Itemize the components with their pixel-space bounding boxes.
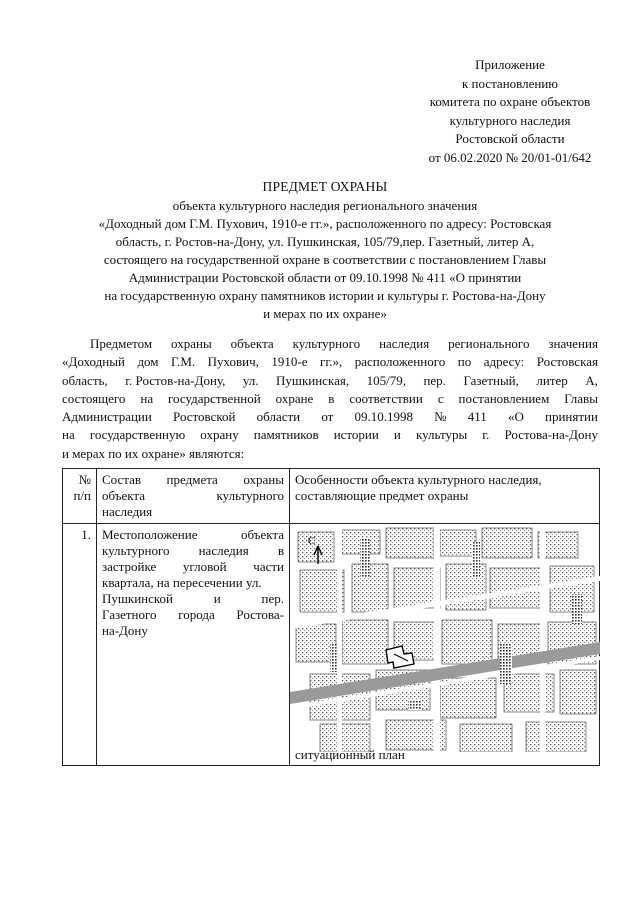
building-block [342,620,388,664]
building-block [298,532,334,562]
header-composition-line [102,488,284,504]
street [540,524,545,765]
location-word: застройке [102,559,157,574]
intro-line [62,335,598,353]
header-number-sign: № [78,472,91,487]
intro-word: Ростовская [536,354,598,370]
map-layer [290,524,600,765]
intro-word: от [321,409,334,425]
location-line [102,591,284,607]
intro-word: расположенного [354,354,446,370]
building-block [482,528,532,558]
appendix-block [380,56,640,168]
intro-word: гг.», [320,354,343,370]
intro-word: состоящего [62,390,126,406]
location-word: города [178,607,215,622]
intro-word: государственной [168,390,261,406]
title-line: Администрации Ростовской области от 09.10.1998 № 411 «О принятии [128,270,522,285]
location-word: и [213,591,221,606]
intro-word: памятников [253,427,319,443]
intro-word: культурного [292,336,361,351]
intro-word: с [437,390,444,406]
intro-word: по [457,354,472,370]
appendix-line: к постановлению [461,75,559,91]
intro-word: адресу: [483,354,525,370]
table-row [63,524,600,766]
intro-word: и мерах по их охране» являются: [62,445,245,461]
header-composition-cell [97,469,290,524]
intro-word: охране [275,390,314,406]
title-line: объекта культурного наследия регионального значения [172,198,478,213]
building-block [440,530,476,556]
intro-word: № [434,409,447,425]
location-line [102,623,284,639]
intro-word: принятии [545,409,598,425]
location-word: пер. [261,591,284,606]
location-word: культурного [102,543,170,558]
building-block [560,670,596,714]
intro-word: ул. [242,372,259,388]
table-header-row [63,469,600,524]
intro-word: г. Ростов-на-Дону, [125,372,226,388]
intro-line [62,390,598,408]
intro-word: Предметом [90,336,153,351]
header-word: охраны [243,472,284,487]
appendix-line: Ростовской области [455,131,565,147]
intro-word: культуры [415,427,468,443]
intro-word: и [393,427,401,443]
title-line: на государственную охрану памятников истории и культуры г. Ростова-на-Дону [104,288,546,303]
location-line [102,543,284,559]
building-detail [408,700,422,710]
header-composition-line: наследия [102,504,153,519]
intro-word: 09.10.1998 [354,409,413,425]
north-label: С [308,535,316,547]
location-word: наследия [198,543,249,558]
location-word: объекта [240,527,284,542]
location-word: квартала, на пересечении ул. [102,575,262,590]
intro-word: дом [137,354,159,370]
intro-word: в [328,390,335,406]
intro-word: область, [62,372,108,388]
intro-word: Администрации [62,409,152,425]
header-word: объекта [102,488,146,503]
header-word: культурного [216,488,284,503]
location-description [97,524,290,766]
intro-word: значения [548,336,598,351]
intro-word: Ростовской [173,409,236,425]
situation-plan-cell [290,524,600,766]
intro-line [62,353,598,371]
title-line: состоящего на государственной охране в соответствии с постановлением Главы [103,252,547,267]
building-block [526,722,586,752]
intro-word: «О [507,409,524,425]
intro-word: А, [585,372,598,388]
building-block [460,724,512,752]
title-line: и мерах по их охране» [263,306,387,321]
intro-word: 411 [467,409,487,425]
location-word: части [253,559,284,574]
intro-word: Ростова-на-Дону [504,427,598,443]
appendix-line: от 06.02.2020 № 20/01-01/642 [428,149,592,165]
document-title [40,178,610,323]
intro-word: охраны [171,336,212,351]
building-detail [572,594,582,624]
intro-paragraph [62,335,598,463]
intro-word: объекта [230,336,274,351]
building-detail [330,644,338,672]
intro-word: 1910-е [271,354,308,370]
location-line [102,559,284,575]
title-line: «Доходный дом Г.М. Пухович, 1910-е гг.», расположенного по адресу: Ростовская [98,216,552,231]
intro-word: регионального [448,336,530,351]
building-block [442,620,492,664]
header-composition-line [102,472,284,488]
appendix-line: культурного наследия [449,112,571,128]
intro-word: соответствии [349,390,423,406]
intro-word: Пушкинская, [276,372,350,388]
location-word: Ростова- [236,607,284,622]
intro-word: Газетный, [463,372,519,388]
intro-line [62,445,598,463]
intro-line [62,426,598,444]
intro-word: области [256,409,301,425]
intro-word: литер [536,372,568,388]
title-heading: ПРЕДМЕТ ОХРАНЫ [262,179,388,194]
location-word: в [277,543,284,558]
header-features-cell: Особенности объекта культурного наследия, составляющие предмет охраны [290,469,600,524]
intro-word: пер. [423,372,446,388]
intro-word: государственную [89,427,186,443]
appendix-line: Приложение [475,57,545,72]
intro-word: «Доходный [62,354,125,370]
street [434,524,440,765]
intro-word: постановлением [458,390,550,406]
map-caption: ситуационный план [295,747,405,762]
header-number-abbr: п/п [73,488,91,503]
intro-line [62,372,598,390]
location-line [102,607,284,623]
intro-word: истории [333,427,379,443]
protection-table [62,468,600,766]
building-detail [360,538,370,578]
intro-word: г. [482,427,490,443]
intro-word: Пухович, [207,354,259,370]
appendix-line: комитета по охране объектов [429,94,591,110]
building-detail [500,644,512,684]
header-word: Состав [102,472,142,487]
intro-word: Г.М. [171,354,196,370]
intro-line [62,408,598,426]
title-line: область, г. Ростов-на-Дону, ул. Пушкинская, 105/79,пер. Газетный, литер А, [115,234,535,249]
situation-plan-map [290,524,600,765]
location-word: Пушкинской [102,591,174,606]
intro-word: наследия [379,336,430,351]
location-word: на-Дону [102,623,148,638]
location-word: угловой [182,559,227,574]
row-number: 1. [63,524,97,766]
location-line [102,575,284,591]
intro-word: 105/79, [366,372,406,388]
header-number-cell [63,469,97,524]
location-line [102,527,284,543]
location-word: Местоположение [102,527,198,542]
intro-word: охрану [200,427,239,443]
building-block [386,528,434,558]
intro-word: на [62,427,75,443]
intro-word: Главы [564,390,598,406]
header-word: предмета [166,472,218,487]
location-word: Газетного [102,607,157,622]
building-detail [472,542,480,578]
intro-word: на [140,390,154,406]
